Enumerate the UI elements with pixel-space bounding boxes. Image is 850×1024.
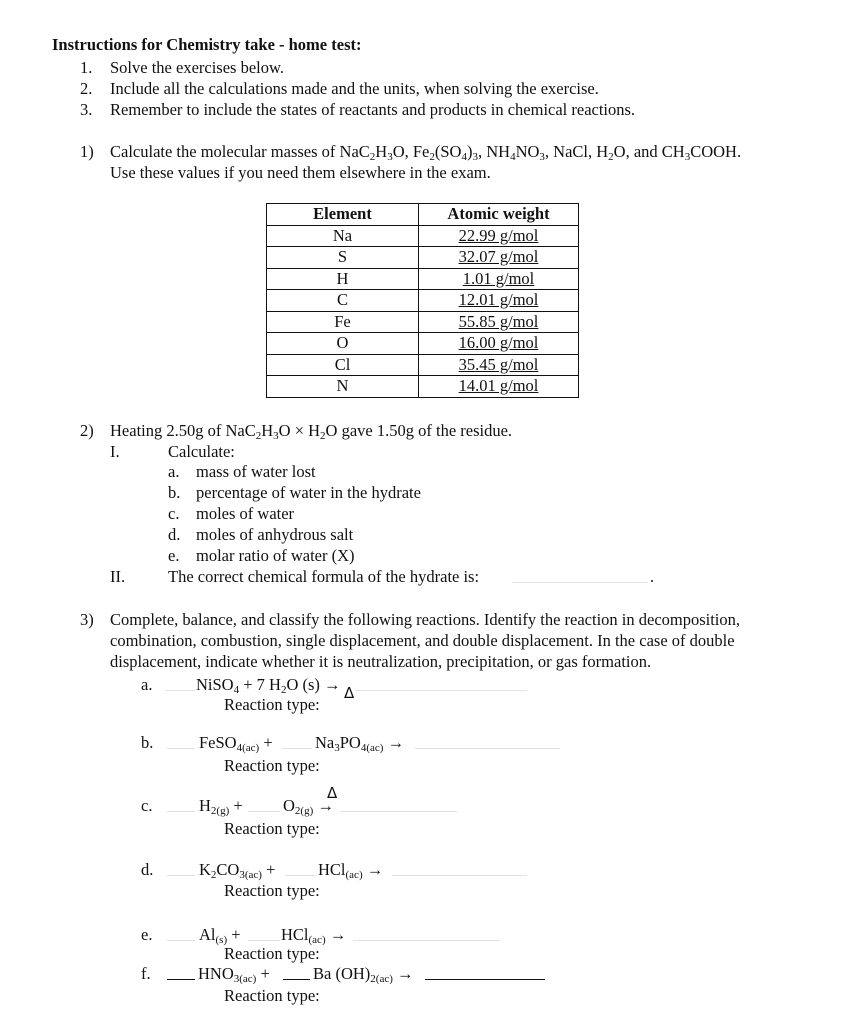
question-1-text xyxy=(110,142,741,162)
formula-text: COOH. xyxy=(690,142,742,161)
formula-text: O × H xyxy=(278,421,321,440)
reaction-type-label: Reaction type: xyxy=(224,986,320,1005)
reactant xyxy=(199,860,275,880)
coefficient-blank[interactable] xyxy=(285,874,315,876)
formula-text: K xyxy=(199,860,211,879)
formula-text: H xyxy=(199,796,211,815)
reactant xyxy=(281,925,346,945)
subscript: 4 xyxy=(233,684,240,696)
formula-text: Na xyxy=(315,733,335,752)
table-row xyxy=(267,376,579,398)
heat-delta-icon: Δ xyxy=(327,784,338,802)
element-cell: Fe xyxy=(267,311,419,333)
period: . xyxy=(650,567,655,586)
subscript: 2(g) xyxy=(294,805,314,817)
formula-text: , NH xyxy=(477,142,511,161)
reaction-letter: a. xyxy=(141,675,153,694)
formula-text: O, Fe xyxy=(392,142,430,161)
subscript: 4(ac) xyxy=(360,742,384,754)
formula-text: + xyxy=(261,860,276,879)
table-row xyxy=(267,247,579,269)
subscript: 3 xyxy=(387,151,393,163)
formula-text: + xyxy=(259,733,273,752)
reaction-letter: c. xyxy=(141,796,153,815)
formula-text: + xyxy=(227,925,241,944)
question-number: 1) xyxy=(80,142,94,161)
question-number: 2) xyxy=(80,421,94,440)
element-cell: Cl xyxy=(267,354,419,376)
part-number: II. xyxy=(110,567,126,586)
reaction-type-label: Reaction type: xyxy=(224,819,320,838)
atomic-weight-value: 35.45 g/mol xyxy=(458,354,539,374)
table-row xyxy=(267,268,579,290)
formula-text: O gave 1.50g of the residue. xyxy=(325,421,513,440)
item-text: moles of anhydrous salt xyxy=(196,525,354,544)
atomic-weight-value: 16.00 g/mol xyxy=(458,333,539,353)
instruction-text: Remember to include the states of reactants and products in chemical reactions. xyxy=(110,100,636,119)
reaction-letter: f. xyxy=(141,964,151,983)
question-number: 3) xyxy=(80,610,94,629)
reaction-letter: e. xyxy=(141,925,153,944)
subscript: 2 xyxy=(608,151,614,163)
subscript: 2 xyxy=(255,430,262,442)
element-cell: S xyxy=(267,247,419,269)
subscript: 2(ac) xyxy=(370,973,393,985)
coefficient-blank[interactable] xyxy=(282,747,312,749)
instruction-text: Include all the calculations made and the units, when solving the exercise. xyxy=(110,79,599,98)
atomic-weight-value: 1.01 g/mol xyxy=(462,268,535,288)
subscript: 3 xyxy=(273,430,279,442)
item-text: moles of water xyxy=(196,504,295,523)
element-cell: N xyxy=(267,376,419,398)
coefficient-blank[interactable] xyxy=(167,939,195,941)
formula-text: + 7 H xyxy=(239,675,281,694)
question-1-note: Use these values if you need them elsewhere in the exam. xyxy=(110,163,491,182)
reactant xyxy=(199,796,243,816)
formula-text: → xyxy=(362,860,384,879)
products-blank[interactable] xyxy=(353,939,500,941)
formula-text: O, and CH xyxy=(613,142,685,161)
formula-text: O (s) → xyxy=(286,675,341,694)
column-header-atomic-weight: Atomic weight xyxy=(419,204,579,226)
instruction-number: 1. xyxy=(80,58,93,77)
subscript: 4(ac) xyxy=(236,742,260,754)
coefficient-blank[interactable] xyxy=(283,978,310,980)
element-cell: H xyxy=(267,268,419,290)
formula-text: ) xyxy=(466,142,473,161)
reactant xyxy=(313,964,414,984)
table-row xyxy=(267,333,579,355)
subscript: 2 xyxy=(280,684,287,696)
atomic-weight-value: 32.07 g/mol xyxy=(458,247,539,267)
reaction-letter: b. xyxy=(141,733,154,752)
subscript: 2 xyxy=(369,151,376,163)
reaction-type-label: Reaction type: xyxy=(224,881,320,900)
formula-text: NO xyxy=(515,142,540,161)
atomic-weight-value: 12.01 g/mol xyxy=(458,290,539,310)
formula-text: FeSO xyxy=(199,733,237,752)
subscript: 3 xyxy=(684,151,691,163)
formula-text: H xyxy=(375,142,388,161)
coefficient-blank[interactable] xyxy=(248,939,280,941)
reactant xyxy=(315,733,404,753)
subscript: 3 xyxy=(539,151,545,163)
formula-text: + xyxy=(229,796,243,815)
products-blank[interactable] xyxy=(355,689,527,691)
formula-text: Al xyxy=(199,925,216,944)
element-cell: C xyxy=(267,290,419,312)
question-3-text: displacement, indicate whether it is neutralization, precipitation, or gas formation. xyxy=(110,652,652,671)
products-blank[interactable] xyxy=(415,747,560,749)
item-text: mass of water lost xyxy=(196,462,316,481)
subscript: 2 xyxy=(429,151,435,163)
question-3-text: combination, combustion, single displacement, and double displacement. In the case of double xyxy=(110,631,735,650)
instruction-text: Solve the exercises below. xyxy=(110,58,284,77)
atomic-weight-value: 55.85 g/mol xyxy=(458,311,539,331)
atomic-weight-value: 14.01 g/mol xyxy=(458,376,539,396)
item-letter: c. xyxy=(168,504,180,523)
atomic-weight-cell xyxy=(419,376,579,398)
subscript: 2(g) xyxy=(210,805,230,817)
formula-text: (SO xyxy=(434,142,462,161)
formula-text: Heating 2.50g of NaC xyxy=(110,421,256,440)
coefficient-blank[interactable] xyxy=(167,978,195,980)
reactant xyxy=(196,675,341,695)
formula-text: O xyxy=(283,796,295,815)
formula-text: HCl xyxy=(318,860,346,879)
reaction-type-label: Reaction type: xyxy=(224,756,320,775)
atomic-weight-value: 22.99 g/mol xyxy=(458,225,539,245)
coefficient-blank[interactable] xyxy=(167,810,195,812)
products-blank[interactable] xyxy=(340,810,457,812)
atomic-weight-cell xyxy=(419,268,579,290)
question-3-text: Complete, balance, and classify the following reactions. Identify the reaction in decomposition, xyxy=(110,610,741,629)
reactant xyxy=(199,925,241,945)
formula-text: → xyxy=(392,964,414,983)
reaction-type-label: Reaction type: xyxy=(224,944,320,963)
formula-text: NiSO xyxy=(196,675,234,694)
atomic-weight-cell xyxy=(419,290,579,312)
formula-text: Ba (OH) xyxy=(313,964,371,983)
instruction-number: 3. xyxy=(80,100,93,119)
products-blank[interactable] xyxy=(425,978,545,980)
formula-text: CO xyxy=(216,860,240,879)
table-row xyxy=(267,290,579,312)
question-2-text xyxy=(110,421,512,441)
atomic-weight-cell xyxy=(419,311,579,333)
table-row xyxy=(267,311,579,333)
formula-text: Calculate the molecular masses of NaC xyxy=(110,142,370,161)
subscript: 3 xyxy=(334,742,340,754)
item-text: percentage of water in the hydrate xyxy=(196,483,421,502)
formula-text: → xyxy=(313,796,334,815)
coefficient-blank[interactable] xyxy=(167,874,195,876)
subscript: 2 xyxy=(320,430,326,442)
reaction-type-label: Reaction type: xyxy=(224,695,320,714)
subscript: 4 xyxy=(510,151,516,163)
item-letter: e. xyxy=(168,546,180,565)
formula-text: PO xyxy=(339,733,361,752)
item-text: molar ratio of water (X) xyxy=(196,546,355,565)
products-blank[interactable] xyxy=(392,874,527,876)
formula-text: H xyxy=(261,421,274,440)
formula-text: → xyxy=(383,733,405,752)
formula-text: HNO xyxy=(198,964,234,983)
atomic-weight-table xyxy=(266,203,579,398)
subscript: 4 xyxy=(461,151,467,163)
subscript: (ac) xyxy=(345,869,363,881)
subscript: 2 xyxy=(210,869,217,881)
coefficient-blank[interactable] xyxy=(165,689,195,691)
subscript: 3 xyxy=(472,151,478,163)
coefficient-blank[interactable] xyxy=(248,810,280,812)
subscript: 3(ac) xyxy=(233,973,257,985)
atomic-weight-cell xyxy=(419,247,579,269)
item-letter: b. xyxy=(168,483,181,502)
heat-delta-icon: Δ xyxy=(344,684,355,702)
part-1-text: Calculate: xyxy=(168,442,235,461)
element-cell: O xyxy=(267,333,419,355)
table-row xyxy=(267,354,579,376)
answer-blank[interactable] xyxy=(512,581,648,583)
part-2-text: The correct chemical formula of the hydrate is: xyxy=(168,567,480,586)
item-letter: d. xyxy=(168,525,181,544)
reactant xyxy=(199,733,273,753)
formula-text: → xyxy=(325,925,347,944)
reactant xyxy=(318,860,383,880)
column-header-element: Element xyxy=(267,204,419,226)
reaction-letter: d. xyxy=(141,860,154,879)
atomic-weight-cell xyxy=(419,225,579,247)
table-row xyxy=(267,225,579,247)
atomic-weight-cell xyxy=(419,333,579,355)
item-letter: a. xyxy=(168,462,180,481)
formula-text: + xyxy=(256,964,270,983)
formula-text: , NaCl, H xyxy=(544,142,609,161)
subscript: (s) xyxy=(215,934,228,946)
coefficient-blank[interactable] xyxy=(167,747,195,749)
instruction-number: 2. xyxy=(80,79,93,98)
page-title: Instructions for Chemistry take - home test: xyxy=(52,35,362,54)
element-cell: Na xyxy=(267,225,419,247)
reactant xyxy=(198,964,270,984)
atomic-weight-cell xyxy=(419,354,579,376)
formula-text: HCl xyxy=(281,925,309,944)
subscript: 3(ac) xyxy=(239,869,262,881)
subscript: (ac) xyxy=(308,934,326,946)
part-number: I. xyxy=(110,442,120,461)
